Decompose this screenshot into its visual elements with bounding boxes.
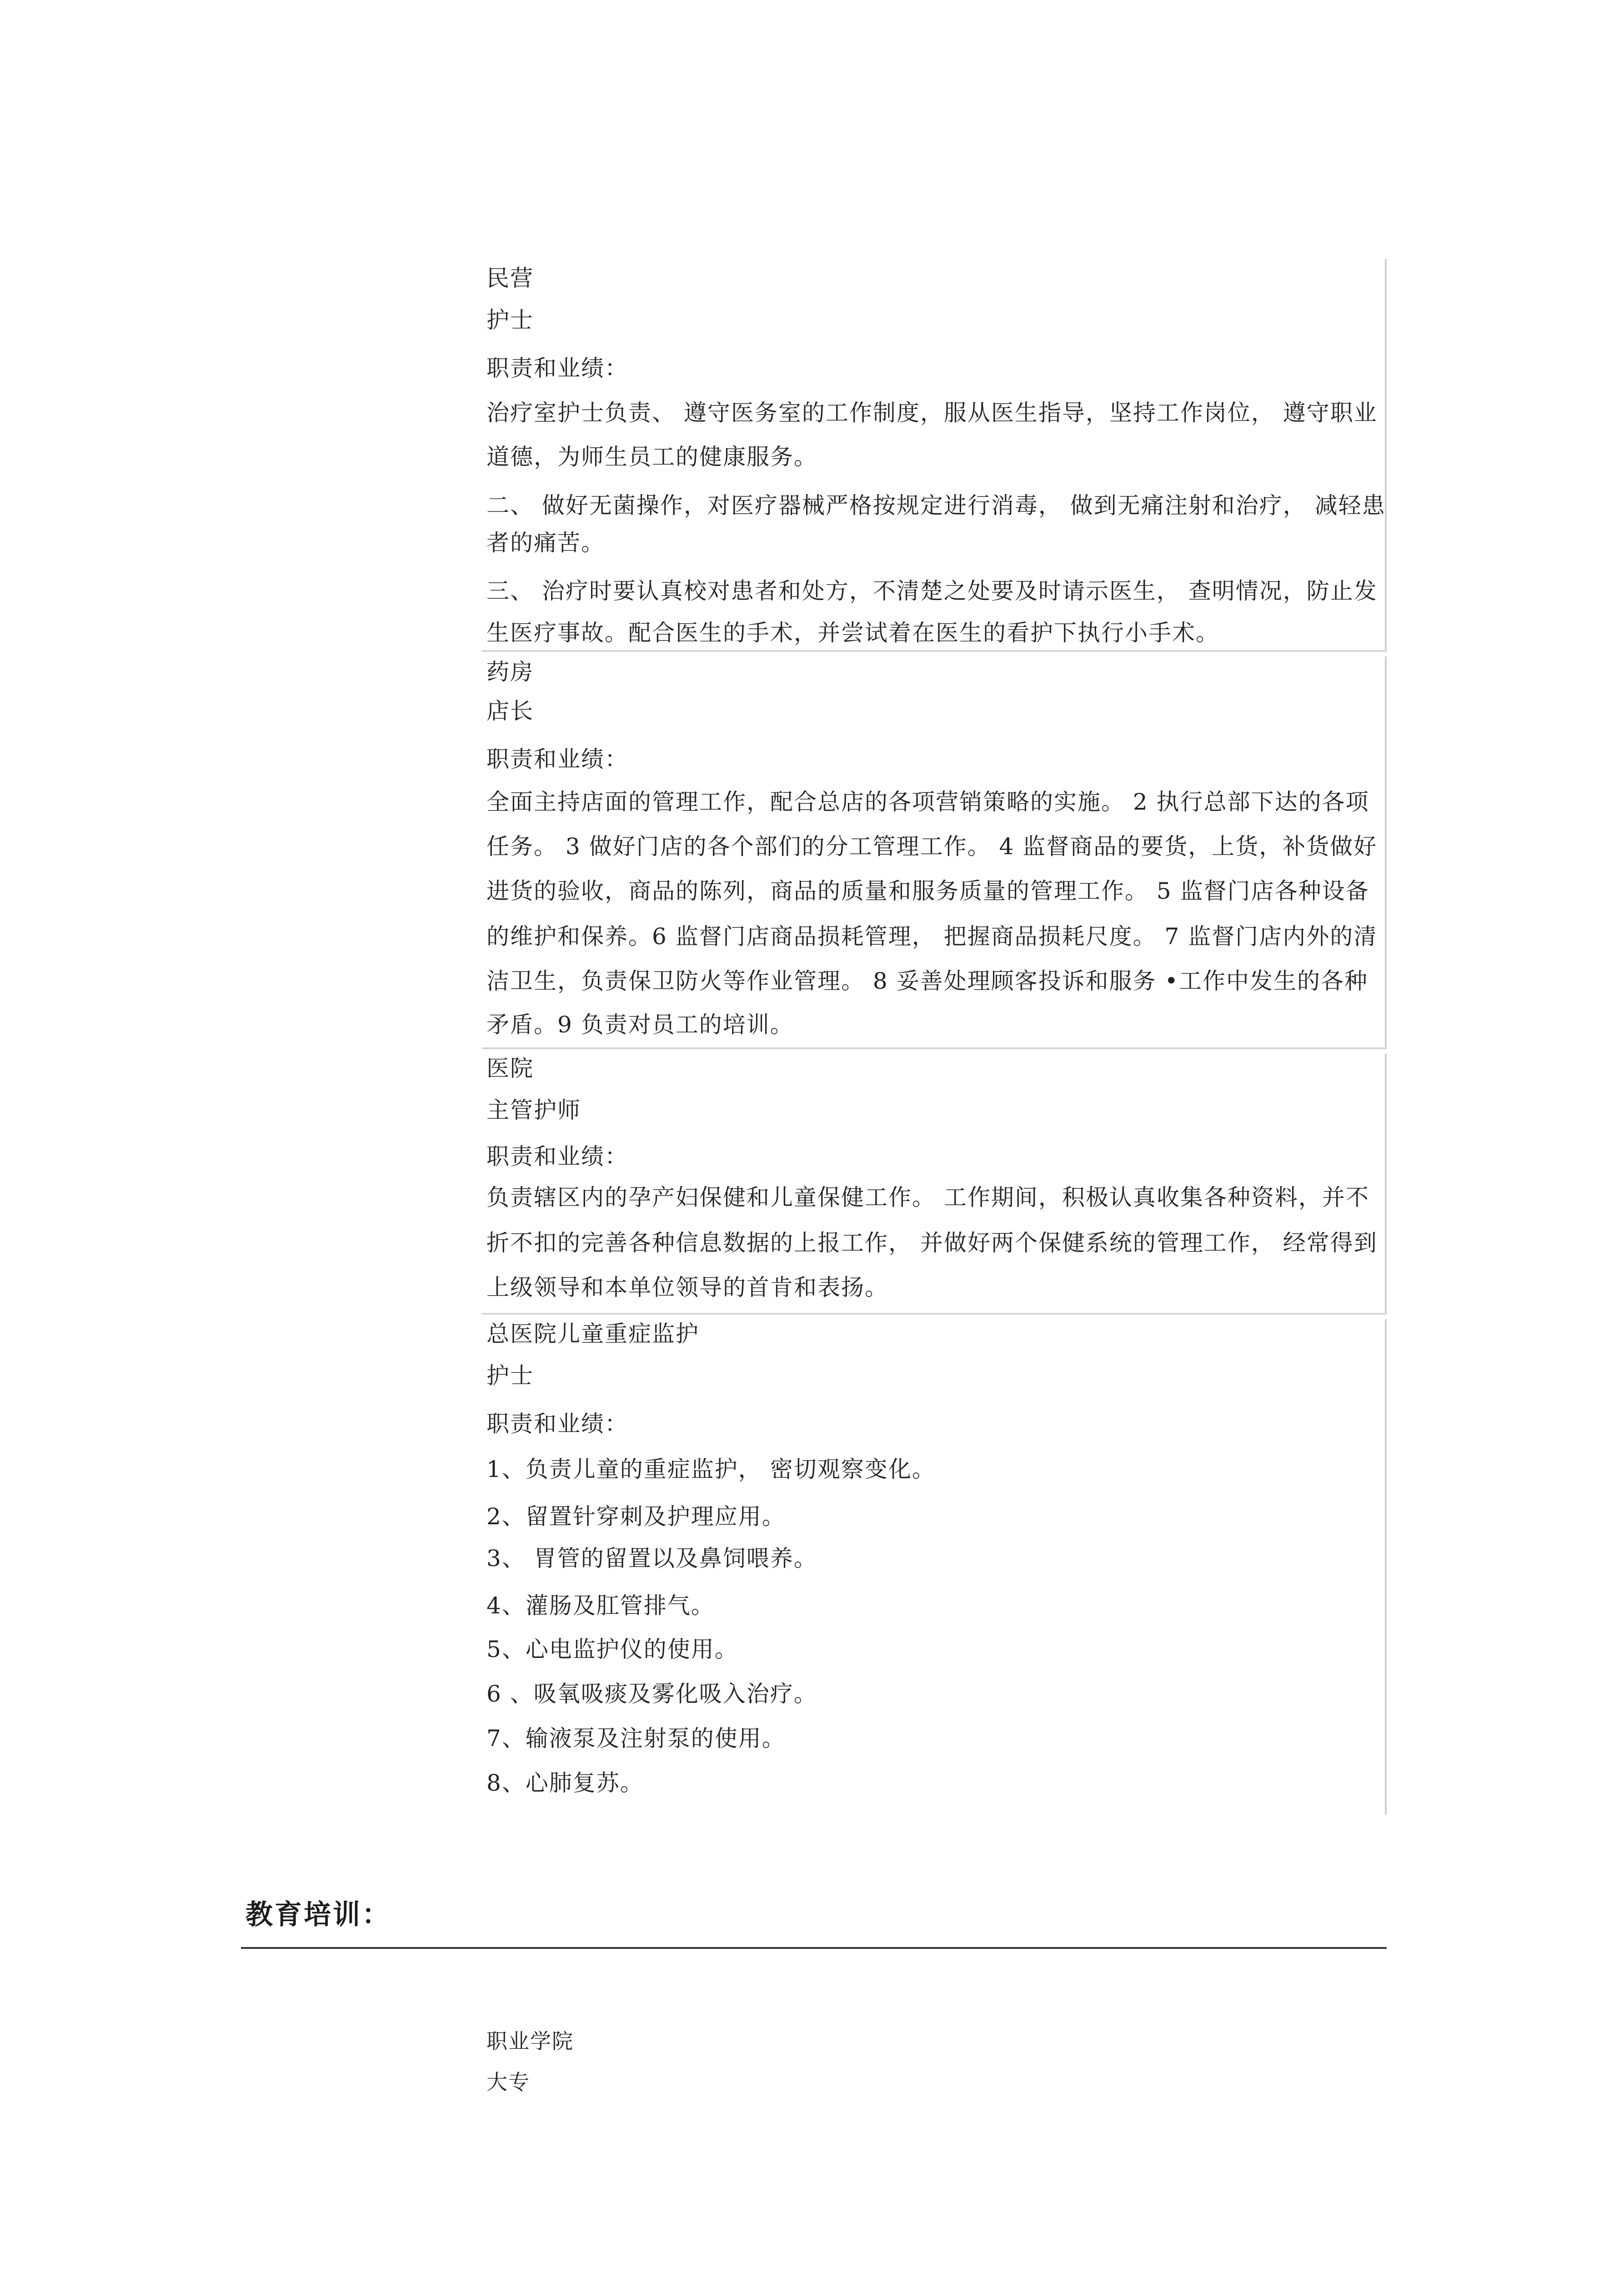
duty-line: 6 、吸氧吸痰及雾化吸入治疗。: [486, 1681, 817, 1707]
job-title: 护士: [486, 1362, 534, 1389]
duty-line: 者的痛苦。: [486, 530, 605, 556]
work-entry: [482, 656, 1387, 1049]
duty-line: 1、负责儿童的重症监护， 密切观察变化。: [486, 1456, 936, 1482]
duty-line: 进货的验收，商品的陈列，商品的质量和服务质量的管理工作。 5 监督门店各种设备: [486, 878, 1369, 904]
duty-line: 2、留置针穿刺及护理应用。: [486, 1503, 786, 1530]
work-entry: [482, 1319, 1387, 1815]
duties-label: 职责和业绩：: [486, 1143, 628, 1170]
job-title: 店长: [486, 698, 534, 724]
section-title-education: 教育培训：: [246, 1899, 391, 1931]
duty-line: 三、 治疗时要认真校对患者和处方，不清楚之处要及时请示医生， 查明情况，防止发: [486, 578, 1378, 604]
duty-line: 生医疗事故。配合医生的手术，并尝试着在医生的看护下执行小手术。: [486, 620, 1219, 646]
duty-line: 8、心肺复苏。: [486, 1770, 644, 1796]
duties-label: 职责和业绩：: [486, 355, 628, 381]
duty-line: 折不扣的完善各种信息数据的上报工作， 并做好两个保健系统的管理工作， 经常得到: [486, 1230, 1378, 1256]
school-name: 职业学院: [486, 2029, 574, 2053]
job-title: 主管护师: [486, 1097, 581, 1123]
duty-line: 负责辖区内的孕产妇保健和儿童保健工作。 工作期间，积极认真收集各种资料，并不: [486, 1184, 1369, 1211]
duty-line: 4、灌肠及肛管排气。: [486, 1592, 715, 1619]
duty-line: 上级领导和本单位领导的首肯和表扬。: [486, 1274, 888, 1301]
duty-line: 3、 胃管的留置以及鼻饲喂养。: [486, 1545, 817, 1572]
job-title: 护士: [486, 307, 534, 333]
work-entry: [482, 259, 1387, 652]
duty-line: 5、心电监护仪的使用。: [486, 1636, 738, 1662]
section-divider: [241, 1947, 1387, 1949]
degree: 大专: [486, 2070, 530, 2094]
duty-line: 全面主持店面的管理工作，配合总店的各项营销策略的实施。 2 执行总部下达的各项: [486, 789, 1369, 815]
work-entry: [482, 1054, 1387, 1315]
employer-name: 总医院儿童重症监护: [486, 1321, 699, 1347]
duty-line: 治疗室护士负责、 遵守医务室的工作制度，服从医生指导，坚持工作岗位， 遵守职业: [486, 400, 1378, 426]
duty-line: 道德，为师生员工的健康服务。: [486, 444, 817, 470]
employer-name: 民营: [486, 265, 534, 291]
duty-line: 7、输液泵及注射泵的使用。: [486, 1725, 786, 1752]
employer-name: 药房: [486, 659, 534, 685]
employer-name: 医院: [486, 1055, 534, 1081]
duty-line: 的维护和保养。6 监督门店商品损耗管理， 把握商品损耗尺度。 7 监督门店内外的清: [486, 923, 1378, 950]
duties-label: 职责和业绩：: [486, 1411, 628, 1437]
duties-label: 职责和业绩：: [486, 746, 628, 772]
duty-line: 矛盾。9 负责对员工的培训。: [486, 1011, 794, 1038]
duty-line: 二、 做好无菌操作，对医疗器械严格按规定进行消毒， 做到无痛注射和治疗， 减轻患: [486, 492, 1386, 519]
duty-line: 洁卫生，负责保卫防火等作业管理。 8 妥善处理顾客投诉和服务 •工作中发生的各种: [486, 968, 1368, 994]
duty-line: 任务。 3 做好门店的各个部们的分工管理工作。 4 监督商品的要货，上货，补货做好: [486, 833, 1378, 860]
